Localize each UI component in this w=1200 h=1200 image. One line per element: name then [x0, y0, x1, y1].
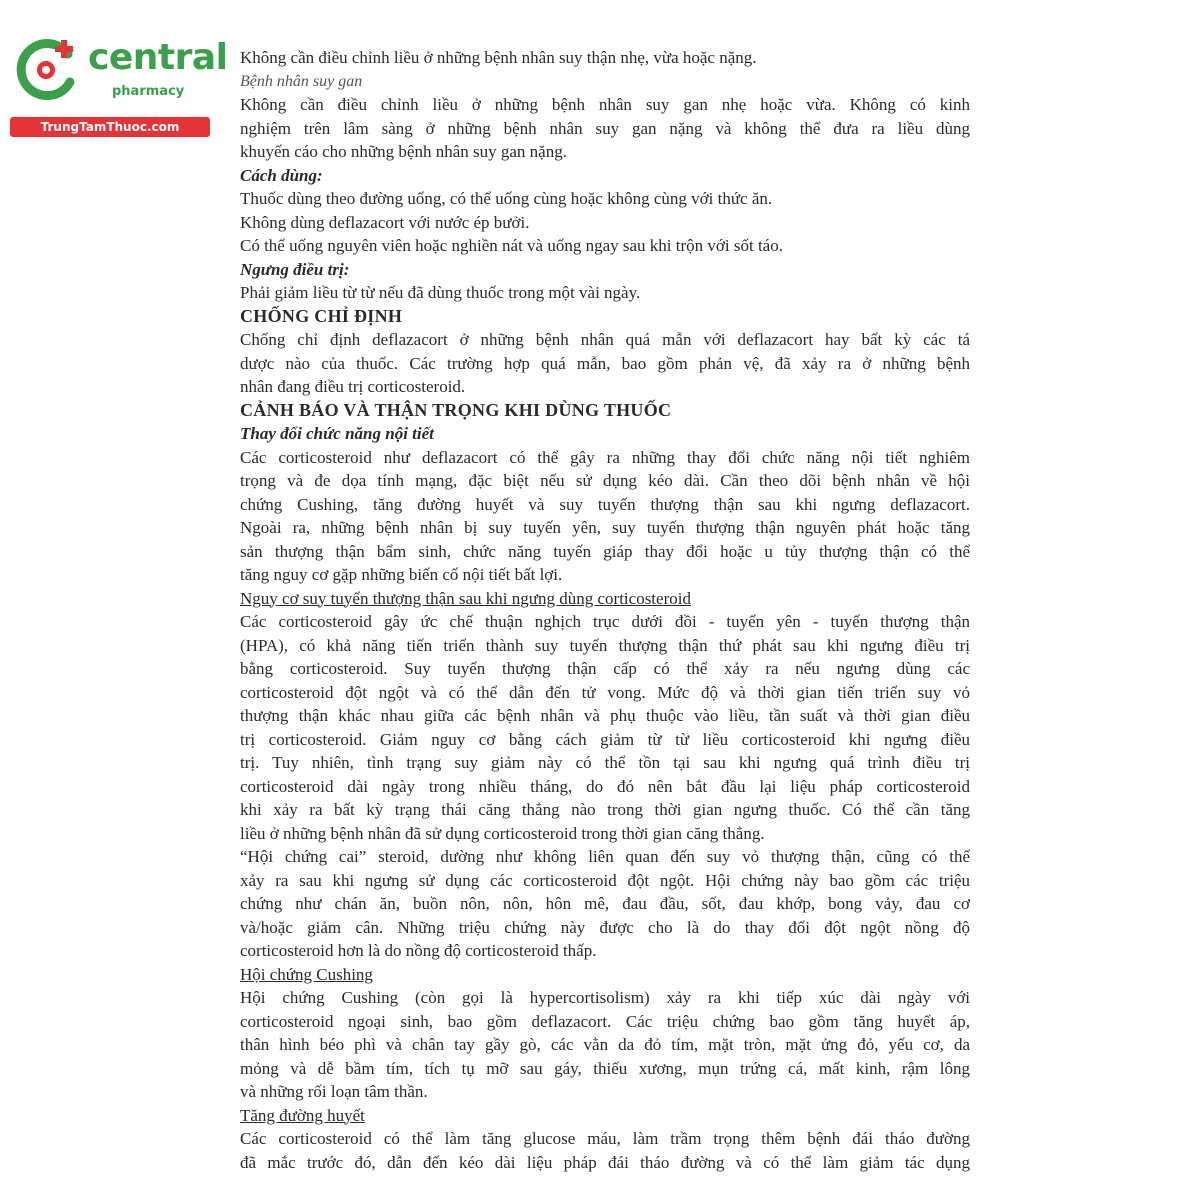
text-line: Phải giảm liều từ từ nếu đã dùng thuốc trong một vài ngày.	[240, 283, 641, 302]
text-line: Không cần điều chỉnh liều ở những bệnh nhân suy thận nhẹ, vừa hoặc nặng.	[240, 48, 757, 67]
text-line: Thuốc dùng theo đường uống, có thể uống cùng hoặc không cùng với thức ăn.	[240, 189, 773, 208]
text-line: Các corticosteroid như deflazacort có thể gây ra những thay đổi chức năng nội tiết nghiêm	[240, 447, 970, 467]
text-line: sản thượng thận bẩm sinh, chức năng tuyến giáp thay đổi hoặc u tủy thượng thận có thể	[240, 541, 970, 561]
text-line: corticosteroid dài ngày trong nhiều tháng, do đó nên bắt đầu lại liệu pháp corticosteroid	[240, 776, 970, 796]
text-line: thân hình béo phì và chân tay gầy gò, các vằn da đỏ tím, mặt tròn, mặt ửng đỏ, yếu cơ, da	[240, 1035, 970, 1054]
text-line: (HPA), có khả năng tiến triển thành suy tuyến thượng thận thứ phát sau khi ngưng điều trị	[240, 635, 970, 655]
section-heading: CẢNH BÁO VÀ THẬN TRỌNG KHI DÙNG THUỐC	[240, 399, 672, 420]
text-line: trị. Tuy nhiên, tình trạng suy giảm này có thể tồn tại sau khi ngưng quá trình điều trị	[240, 753, 970, 772]
text-line: Ngoài ra, những bệnh nhân bị suy tuyến yên, suy tuyến thượng thận nguyên phát hoặc tăng	[240, 518, 970, 537]
site-name-badge: TrungTamThuoc.com	[10, 117, 210, 137]
subheading: Cách dùng:	[240, 165, 323, 185]
text-line: Không dùng deflazacort với nước ép bưởi.	[240, 212, 530, 232]
central-pharmacy-logo	[10, 36, 228, 136]
subheading: Hội chứng Cushing	[240, 964, 373, 984]
text-line: bằng corticosteroid. Suy tuyến thượng thận cấp có thể xảy ra nếu ngưng dùng các	[240, 659, 970, 678]
text-line: corticosteroid hơn là do nồng độ corticosteroid thấp.	[240, 941, 597, 960]
text-line: Các corticosteroid gây ức chế thuận nghịch trục dưới đồi - tuyến yên - tuyến thượng thận	[240, 612, 970, 631]
text-line: chứng Cushing, tăng đường huyết và suy tuyến thượng thận sau khi ngưng deflazacort.	[240, 494, 970, 514]
text-line: corticosteroid ngoại sinh, bao gồm deflazacort. Các triệu chứng bao gồm tăng huyết áp,	[240, 1011, 970, 1031]
subheading: Thay đổi chức năng nội tiết	[240, 424, 434, 443]
text-line: khi xảy ra bất kỳ trạng thái căng thẳng nào trong thời gian ngưng thuốc. Có thể cần tăng	[240, 800, 970, 819]
text-line: thượng thận khác nhau giữa các bệnh nhân và phụ thuộc vào liều, tần suất và thời gian điều	[240, 706, 970, 725]
brand-name: central	[88, 37, 228, 78]
text-line: nghiệm trên lâm sàng ở những bệnh nhân suy gan nặng và không thể đưa ra liều dùng	[240, 118, 970, 138]
text-line: Chống chỉ định deflazacort ở những bệnh nhân quá mẫn với deflazacort hay bất kỳ các tá	[240, 330, 970, 349]
text-line: và những rối loạn tâm thần.	[240, 1082, 428, 1101]
text-line: Có thể uống nguyên viên hoặc nghiền nát và uống ngay sau khi trộn với sốt táo.	[240, 236, 783, 255]
text-line: mỏng và dễ bầm tím, tích tụ mỡ sau gáy, thiếu xương, mụn trứng cá, mất kinh, rậm lông	[240, 1058, 970, 1078]
text-line: “Hội chứng cai” steroid, dường như không liên quan đến suy vỏ thượng thận, cũng có thể	[240, 847, 970, 866]
text-line: Các corticosteroid có thể làm tăng glucose máu, làm trầm trọng thêm bệnh đái tháo đường	[240, 1129, 970, 1148]
section-heading: CHỐNG CHỈ ĐỊNH	[240, 305, 403, 326]
text-line: nhân đang điều trị corticosteroid.	[240, 377, 466, 396]
text-line: trị corticosteroid. Giảm nguy cơ bằng cách giảm từ từ liều corticosteroid khi ngưng điều	[240, 729, 970, 749]
pharmacy-cross-logo-icon	[12, 36, 80, 104]
text-line: corticosteroid đột ngột và có thể dẫn đến tử vong. Mức độ và thời gian tiến triển suy vỏ	[240, 682, 970, 702]
text-line: Không cần điều chỉnh liều ở những bệnh nhân suy gan nhẹ hoặc vừa. Không có kinh	[240, 95, 970, 114]
subheading: Nguy cơ suy tuyến thượng thận sau khi ngưng dùng corticosteroid	[240, 588, 691, 608]
document-body	[240, 46, 970, 1174]
subheading: Bệnh nhân suy gan	[240, 72, 363, 90]
text-line: dược nào của thuốc. Các trường hợp quá mẫn, bao gồm phản vệ, đã xảy ra ở những bệnh	[240, 353, 970, 373]
text-line: chứng như chán ăn, buồn nôn, nôn, hôn mê, đau đầu, sốt, đau khớp, bong vảy, đau cơ	[240, 894, 970, 913]
brand-subtitle: pharmacy	[112, 84, 185, 99]
subheading: Tăng đường huyết	[240, 1105, 365, 1125]
text-line: Hội chứng Cushing (còn gọi là hypercortisolism) xảy ra khi tiếp xúc dài ngày với	[240, 988, 970, 1007]
text-line: khuyến cáo cho những bệnh nhân suy gan nặng.	[240, 142, 567, 161]
subheading: Ngưng điều trị:	[240, 259, 350, 279]
text-line: và/hoặc giảm cân. Những triệu chứng này được cho là do thay đổi đột ngột nồng độ	[240, 917, 970, 937]
text-line: xảy ra sau khi ngưng sử dụng các corticosteroid đột ngột. Hội chứng này bao gồm các triệu	[240, 870, 970, 890]
text-line: liều ở những bệnh nhân đã sử dụng corticosteroid trong thời gian căng thẳng.	[240, 823, 765, 843]
text-line: đã mắc trước đó, dẫn đến kéo dài liệu pháp đái tháo đường và có thể làm giảm tác dụng	[240, 1152, 970, 1172]
text-line: tăng nguy cơ gặp những biến cố nội tiết bất lợi.	[240, 565, 563, 584]
text-line: trọng và đe dọa tính mạng, đặc biệt nếu sử dụng kéo dài. Cần theo dõi bệnh nhân về hội	[240, 471, 970, 490]
